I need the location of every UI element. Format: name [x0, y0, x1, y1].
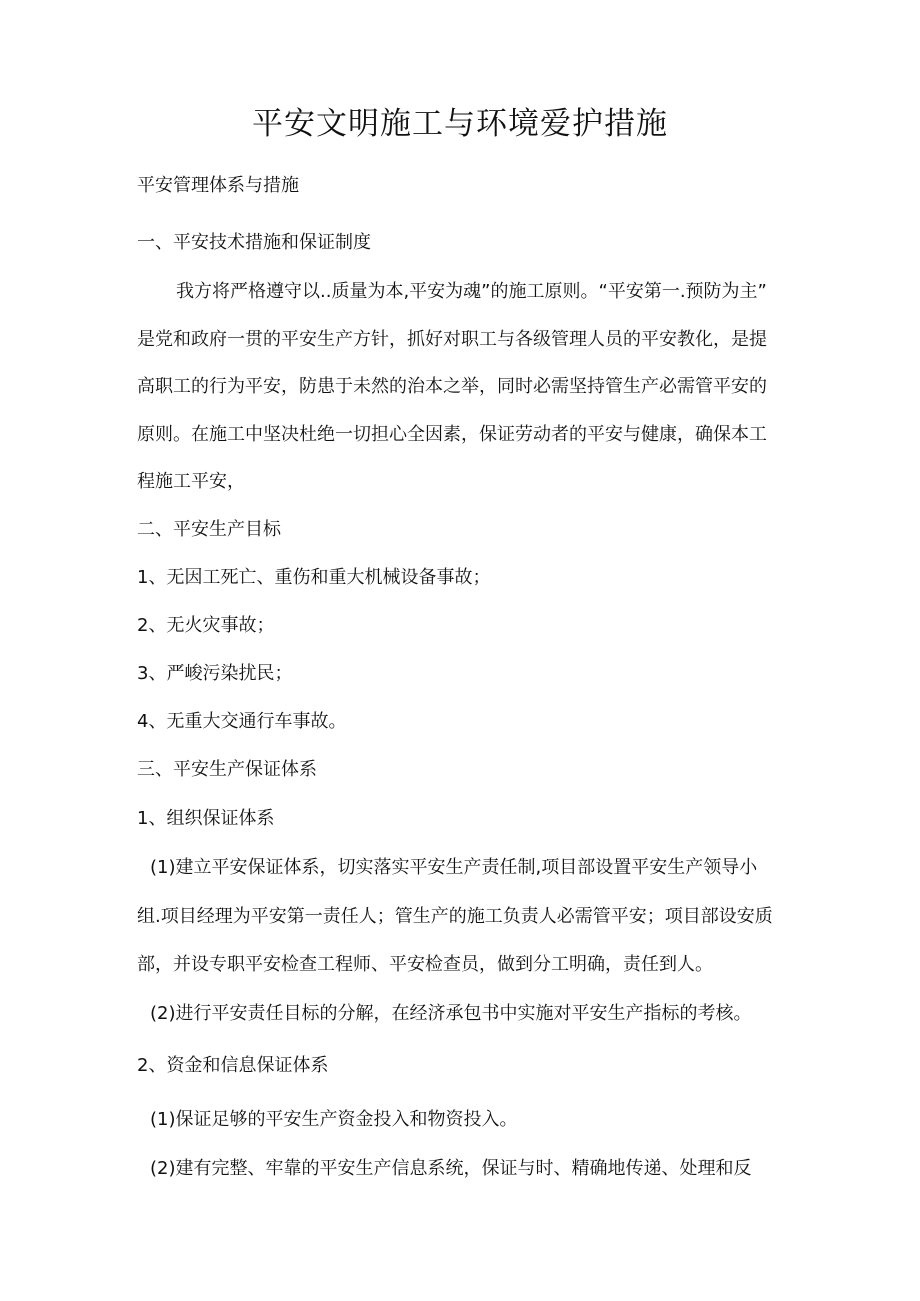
paragraph-line: 我方将严格遵守以..质量为本,平安为魂”的施工原则。“平安第一.预防为主” [176, 281, 767, 302]
list-item: 2、资金和信息保证体系 [137, 1055, 329, 1076]
list-item: 2、无火灾事故； [137, 615, 275, 636]
list-item: 3、严峻污染扰民； [137, 663, 293, 684]
list-item: 1、无因工死亡、重伤和重大机械设备事故； [137, 567, 491, 588]
list-item: 1、组织保证体系 [137, 808, 275, 829]
paragraph-line: 组.项目经理为平安第一责任人；管生产的施工负责人必需管平安；项目部设安质 [137, 906, 773, 927]
paragraph-line: 程施工平安， [137, 471, 245, 492]
paragraph-line: (2)建有完整、牢靠的平安生产信息系统，保证与时、精确地传递、处理和反 [150, 1158, 752, 1179]
subsection-heading: 一、平安技术措施和保证制度 [137, 232, 371, 253]
document-title: 平安文明施工与环境爱护措施 [252, 106, 668, 142]
paragraph-line: (2)进行平安责任目标的分解，在经济承包书中实施对平安生产指标的考核。 [150, 1003, 752, 1024]
paragraph-line: 部，并设专职平安检查工程师、平安检查员，做到分工明确，责任到人。 [137, 954, 713, 975]
paragraph-line: 高职工的行为平安，防患于未然的治本之举，同时必需坚持管生产必需管平安的 [137, 376, 767, 397]
paragraph-line: (1)保证足够的平安生产资金投入和物资投入。 [150, 1109, 518, 1130]
section-heading: 平安管理体系与措施 [137, 175, 299, 196]
paragraph-line: 是党和政府一贯的平安生产方针，抓好对职工与各级管理人员的平安教化，是提 [137, 329, 767, 350]
paragraph-line: 原则。在施工中坚决杜绝一切担心全因素，保证劳动者的平安与健康，确保本工 [137, 424, 767, 445]
subsection-heading: 三、平安生产保证体系 [137, 759, 317, 780]
list-item: 4、无重大交通行车事故。 [137, 711, 347, 732]
paragraph-line: (1)建立平安保证体系，切实落实平安生产责任制,项目部设置平安生产领导小 [150, 857, 758, 878]
subsection-heading: 二、平安生产目标 [137, 519, 281, 540]
